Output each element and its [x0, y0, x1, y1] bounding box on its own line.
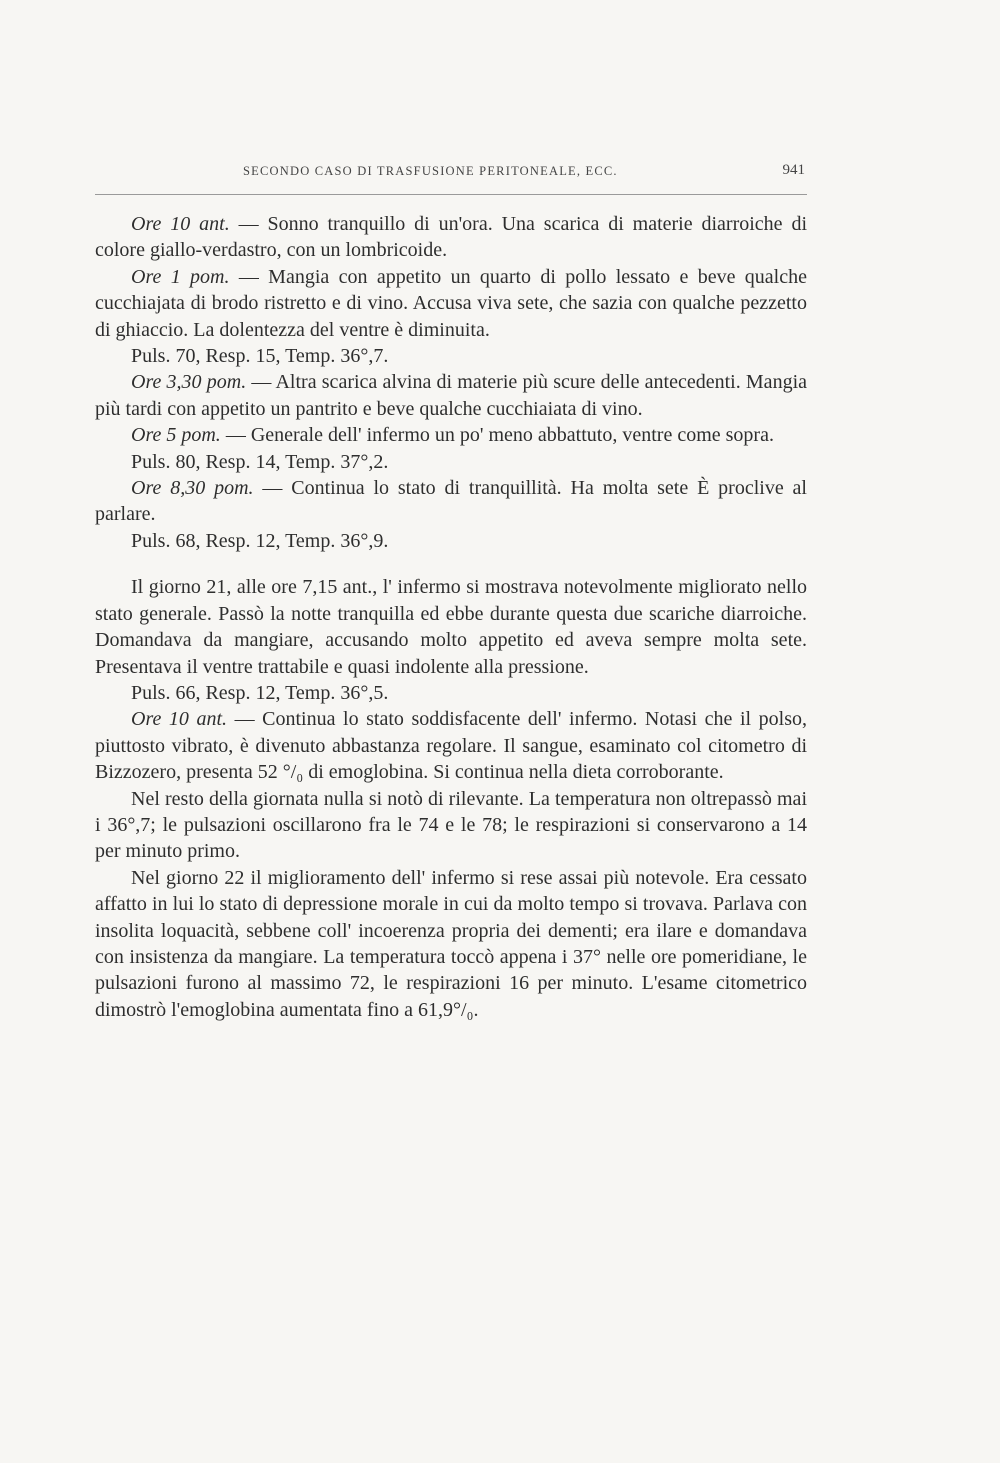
entry-time: Ore 5 pom.: [131, 424, 221, 447]
running-title: SECONDO CASO DI TRASFUSIONE PERITONEALE, ECC.: [243, 164, 618, 178]
page-header: [95, 160, 807, 195]
body-paragraph: Nel giorno 22 il miglioramento dell' infermo si rese assai più notevole. Era cessato affatto in lui lo stato di depressione morale in cui da molto tempo si trovava. Parlava con insolita loquacità, sebbene coll' incoerenza propria dei dementi; era ilare e domandava con insistenza da mangiare. La temperatura toccò appena i 37° nelle ore pomeridiane, le pulsazioni furono al massimo 72, le respirazioni 16 per minuto. L'esame citometrico dimostrò l'emoglobina aumentata fino a 61,9°/₀.: [95, 866, 807, 1021]
entry-text: — Continua lo stato di tranquillità. Ha molta sete È proclive al parlare.: [95, 477, 807, 526]
entry-paragraph: [95, 369, 807, 422]
body-paragraph: Il giorno 21, alle ore 7,15 ant., l' infermo si mostrava notevolmente migliorato nello stato generale. Passò la notte tranquilla ed ebbe durante questa due scariche diarroiche. Domandava da mangiare, accusando molto appetito ed aveva sempre molta sete. Presentava il ventre trattabile e quasi indolente alla pressione.: [95, 576, 807, 678]
entry-time: Ore 10 ant.: [131, 708, 228, 731]
entry-text: — Generale dell' infermo un po' meno abbattuto, ventre come sopra.: [220, 424, 774, 447]
vitals-line: Puls. 66, Resp. 12, Temp. 36°,5.: [131, 681, 389, 704]
entry-time: Ore 10 ant.: [131, 213, 230, 235]
entry-paragraph: [95, 706, 807, 785]
entry-text: — Mangia con appetito un quarto di pollo lessato e beve qualche cucchiajata di brodo ristretto e di vino. Accusa viva sete, che sazia con qualche pezzetto di ghiaccio. La dolentezza del ventre è diminuita.: [95, 265, 807, 341]
page-body: [95, 211, 807, 1023]
entry-time: Ore 3,30 pom.: [131, 371, 247, 394]
entry-text: — Sonno tranquillo di un'ora. Una scarica di materie diarroiche di colore giallo-verdastro, con un lombricoide.: [95, 213, 807, 262]
entry-time: Ore 1 pom.: [131, 265, 230, 288]
entry-text: — Continua lo stato soddisfacente dell' infermo. Notasi che il polso, piuttosto vibrato, è divenuto abbastanza regolare. Il sangue, esaminato col citometro di Bizzozero, presenta 52 °/₀ di emoglobina. Si continua nella dieta corroborante.: [95, 708, 807, 784]
entry-text: — Altra scarica alvina di materie più scure delle antecedenti. Mangia più tardi con appetito un pantrito e beve qualche cucchiaiata di vino.: [95, 371, 807, 420]
page-number: 941: [782, 162, 805, 178]
vitals-line: Puls. 68, Resp. 12, Temp. 36°,9.: [131, 529, 389, 552]
vitals-line: Puls. 80, Resp. 14, Temp. 37°,2.: [131, 450, 389, 473]
entry-paragraph: [95, 211, 807, 264]
entry-time: Ore 8,30 pom.: [131, 477, 254, 500]
vitals-line: Puls. 70, Resp. 15, Temp. 36°,7.: [131, 345, 389, 368]
entry-paragraph: [95, 422, 807, 448]
entry-paragraph: [95, 264, 807, 343]
body-paragraph: Nel resto della giornata nulla si notò di rilevante. La temperatura non oltrepassò mai i 36°,7; le pulsazioni oscillarono fra le 74 e le 78; le respirazioni si conservarono a 14 per minuto primo.: [95, 787, 807, 863]
section-gap: [95, 554, 807, 574]
entry-paragraph: [95, 475, 807, 528]
